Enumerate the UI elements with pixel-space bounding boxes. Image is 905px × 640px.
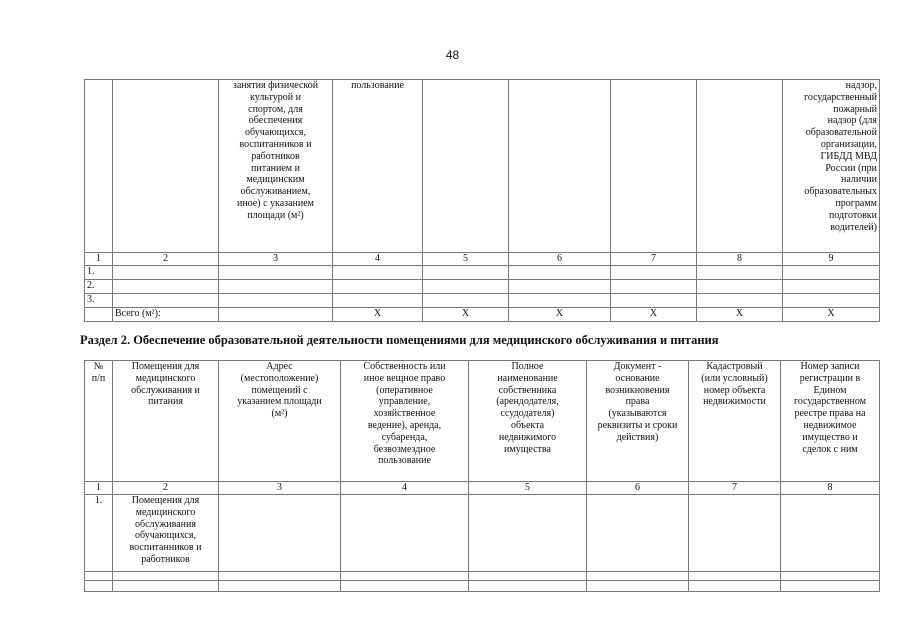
table-2-number-row [85, 482, 880, 495]
header-line: собственника [498, 384, 557, 396]
table-row [85, 294, 880, 308]
table-cell [113, 294, 219, 308]
cell-line: Помещения для [131, 495, 200, 506]
header-line: хозяйственное [373, 408, 436, 420]
column-number: 4 [333, 253, 423, 266]
header-line: надзор (для [827, 115, 877, 127]
header-line: обучающихся, [245, 127, 306, 139]
x-mark: X [509, 308, 611, 322]
column-number: 8 [781, 482, 880, 495]
header-line: Собственность или [363, 361, 446, 372]
table-total-row [85, 308, 880, 322]
table-cell [587, 495, 689, 572]
total-label: Всего (м²): [113, 308, 219, 322]
table-cell [783, 266, 880, 280]
table-cell [781, 581, 880, 592]
table-cell [85, 572, 113, 581]
header-line: культурой и [250, 91, 301, 103]
header-line: реквизиты и сроки [597, 419, 678, 431]
header-line: Кадастровый [706, 361, 763, 372]
table-cell [333, 280, 423, 294]
table-cell [85, 308, 113, 322]
table-cell [219, 581, 341, 592]
column-number: 4 [341, 482, 469, 495]
header-line: (оперативное [376, 384, 433, 396]
header-line: недвижимости [703, 396, 766, 408]
header-line: возникновения [605, 384, 670, 396]
table-1-header-row [85, 80, 880, 253]
header-cell-7 [689, 361, 781, 482]
row-number: 1. [85, 495, 113, 572]
header-cell-5 [469, 361, 587, 482]
header-line: пользование [378, 455, 431, 467]
table-cell [219, 495, 341, 572]
table-cell [85, 581, 113, 592]
header-line: регистрации в [799, 372, 861, 384]
table-cell [113, 581, 219, 592]
header-line: сделок с ним [802, 443, 858, 455]
table-cell [611, 294, 697, 308]
column-number: 3 [219, 253, 333, 266]
table-cell [341, 572, 469, 581]
row-number: 3. [85, 294, 113, 308]
header-line: надзор, [845, 80, 877, 91]
header-line: спортом, для [248, 103, 303, 115]
table-cell [469, 572, 587, 581]
table-cell [697, 280, 783, 294]
header-line: права [625, 396, 650, 408]
header-cell-5 [423, 80, 509, 253]
table-cell [781, 572, 880, 581]
header-cell-2 [113, 361, 219, 482]
x-mark: X [783, 308, 880, 322]
table-cell [423, 266, 509, 280]
header-line: Едином [813, 384, 847, 396]
table-cell [509, 280, 611, 294]
column-number: 7 [611, 253, 697, 266]
table-cell [689, 581, 781, 592]
table-cell [509, 294, 611, 308]
table-cell [341, 581, 469, 592]
cell-line: работников [141, 553, 190, 565]
header-cell-1 [85, 80, 113, 253]
table-cell [219, 266, 333, 280]
header-cell-3 [219, 361, 341, 482]
header-line: недвижимое [803, 419, 857, 431]
table-cell [697, 294, 783, 308]
header-line: недвижимого [498, 431, 557, 443]
header-line: субаренда, [381, 431, 428, 443]
section-2-title: Раздел 2. Обеспечение образовательной деятельности помещениями для медицинского обслуживания и питания [80, 333, 719, 347]
table-cell [423, 294, 509, 308]
table-cell [469, 581, 587, 592]
header-line: медицинского [135, 372, 196, 384]
header-line: номер объекта [703, 384, 766, 396]
table-cell [587, 572, 689, 581]
header-line: п/п [91, 372, 106, 384]
header-line: образовательной [805, 127, 877, 139]
table-cell [113, 280, 219, 294]
table-2-medical-and-catering [84, 360, 880, 592]
column-number: 5 [469, 482, 587, 495]
header-line: ГИБДД МВД [820, 150, 877, 162]
table-cell [113, 572, 219, 581]
table-cell [587, 581, 689, 592]
table-row [85, 572, 880, 581]
header-line: (местоположение) [240, 372, 319, 384]
row-number: 1. [85, 266, 113, 280]
column-number: 2 [113, 482, 219, 495]
column-number: 5 [423, 253, 509, 266]
cell-line: обслуживания [135, 518, 196, 530]
table-cell [341, 495, 469, 572]
column-number: 7 [689, 482, 781, 495]
header-line: ссудодателя) [500, 408, 555, 420]
x-mark: X [697, 308, 783, 322]
header-line: Документ - [613, 361, 662, 372]
header-line: реестре права на [794, 408, 866, 420]
header-line: действия) [616, 431, 659, 443]
header-line: организации, [820, 138, 877, 150]
header-cell-8 [781, 361, 880, 482]
header-line: обслуживания и [131, 384, 200, 396]
table-cell [219, 280, 333, 294]
header-line: безвозмездное [373, 443, 436, 455]
header-line: Полное [511, 361, 544, 372]
table-cell [219, 572, 341, 581]
header-line: наличии [841, 174, 877, 186]
header-line: пользование [351, 80, 404, 91]
table-cell [219, 294, 333, 308]
header-line: имущества [504, 443, 551, 455]
header-line: занятия физической [232, 80, 319, 91]
column-number: 8 [697, 253, 783, 266]
table-cell [783, 280, 880, 294]
header-line: иное) с указанием [236, 197, 315, 209]
x-mark: X [423, 308, 509, 322]
header-line: указанием площади [237, 396, 322, 408]
header-cell-4 [341, 361, 469, 482]
table-row [85, 495, 880, 572]
x-mark: X [333, 308, 423, 322]
header-cell-7 [611, 80, 697, 253]
header-cell-6 [587, 361, 689, 482]
table-row [85, 581, 880, 592]
header-line: Номер записи [800, 361, 860, 372]
header-line: обслуживанием, [240, 186, 311, 198]
header-line: (указываются [608, 408, 667, 420]
header-line: объекта [510, 419, 545, 431]
table-cell [469, 495, 587, 572]
header-line: Адрес [266, 361, 293, 372]
header-line: № [93, 361, 104, 372]
header-line: воспитанников и [239, 138, 312, 150]
header-line: управление, [378, 396, 431, 408]
header-line: медицинским [246, 174, 305, 186]
header-line: наименование [497, 372, 558, 384]
column-number: 9 [783, 253, 880, 266]
column-number: 6 [509, 253, 611, 266]
header-line: России (при [825, 162, 877, 174]
header-cell-6 [509, 80, 611, 253]
table-row [85, 280, 880, 294]
header-line: имущество и [802, 431, 858, 443]
header-line: работников [251, 150, 300, 162]
table-cell [219, 308, 333, 322]
table-cell [689, 572, 781, 581]
table-row [85, 266, 880, 280]
header-line: подготовки [828, 209, 877, 221]
header-line: обеспечения [248, 115, 303, 127]
header-line: образовательных [804, 186, 877, 198]
column-number: 1 [85, 482, 113, 495]
header-line: иное вещное право [363, 372, 446, 384]
header-cell-8 [697, 80, 783, 253]
header-cell-1 [85, 361, 113, 482]
cell-line: медицинского [135, 506, 196, 518]
header-line: государственном [793, 396, 867, 408]
table-2-header-row [85, 361, 880, 482]
x-mark: X [611, 308, 697, 322]
table-1-number-row [85, 253, 880, 266]
header-line: питания [148, 396, 183, 408]
table-cell [611, 280, 697, 294]
header-line: питанием и [251, 162, 300, 174]
table-cell [333, 294, 423, 308]
header-cell-3 [219, 80, 333, 253]
table-cell [509, 266, 611, 280]
header-cell-2 [113, 80, 219, 253]
column-number: 2 [113, 253, 219, 266]
table-cell [611, 266, 697, 280]
header-line: пожарный [833, 103, 877, 115]
header-line: водителей) [830, 221, 877, 233]
table-1-continuation [84, 79, 880, 322]
header-line: (арендодателя, [496, 396, 559, 408]
table-cell [781, 495, 880, 572]
cell-line: обучающихся, [135, 530, 196, 542]
table-cell [113, 266, 219, 280]
table-cell [689, 495, 781, 572]
column-number: 3 [219, 482, 341, 495]
row-number: 2. [85, 280, 113, 294]
column-number: 6 [587, 482, 689, 495]
table-cell [333, 266, 423, 280]
header-line: помещений с [251, 384, 308, 396]
table-cell [697, 266, 783, 280]
header-line: ведение), аренда, [367, 419, 442, 431]
table-cell [783, 294, 880, 308]
premises-cell [113, 495, 219, 572]
header-line: (м²) [271, 408, 288, 420]
header-line: площади (м²) [247, 209, 304, 221]
cell-line: воспитанников и [129, 542, 202, 554]
header-line: (или условный) [701, 372, 768, 384]
column-number: 1 [85, 253, 113, 266]
table-cell [423, 280, 509, 294]
header-line: основание [615, 372, 660, 384]
page-number: 48 [445, 48, 460, 62]
header-line: государственный [804, 91, 877, 103]
header-line: Помещения для [131, 361, 200, 372]
header-line: программ [835, 197, 877, 209]
header-cell-9 [783, 80, 880, 253]
header-cell-4 [333, 80, 423, 253]
